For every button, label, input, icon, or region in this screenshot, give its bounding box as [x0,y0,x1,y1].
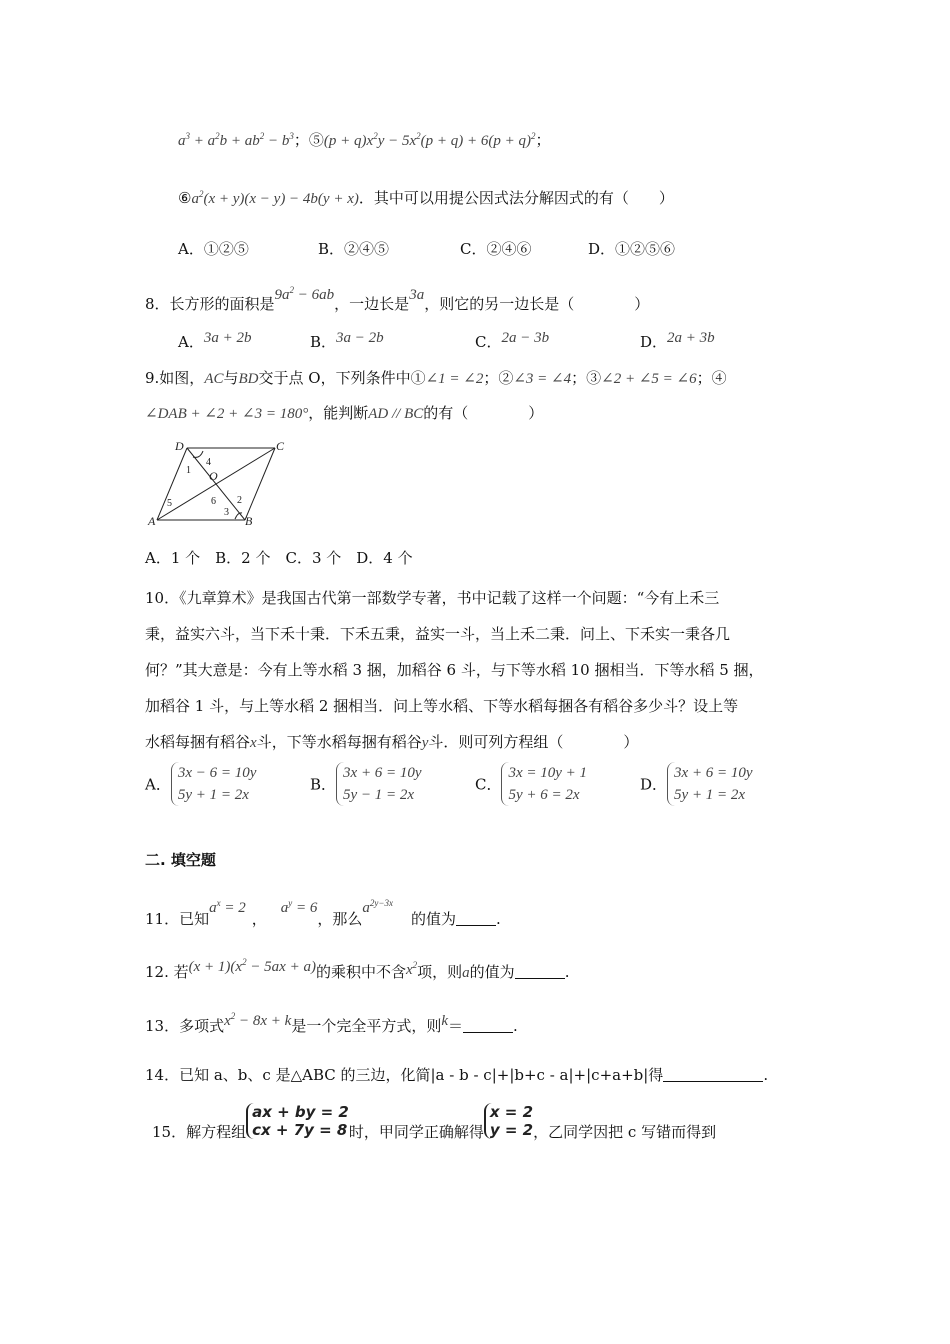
q8-area: $9a^2 - 6ab$ [274,285,335,303]
q10-line2: 秉，益实六斗，当下禾十秉．下禾五秉，益实一斗，当上禾二秉．问上、下禾实一秉各几 [145,625,731,643]
q8-side: 3a [409,287,425,303]
q9-parallelogram-figure [145,438,290,530]
q9-stem-line2: ∠DAB + ∠2 + ∠3 = 180°，能判断AD // BC的有（ ） [145,404,544,422]
q7-circle6: ⑥ [178,189,192,207]
q10-option-a: A． 3x − 6 = 10y 5y + 1 = 2x [145,762,256,806]
q10-option-d: D． 3x + 6 = 10y 5y + 1 = 2x [640,762,753,806]
label-a: A [148,514,156,528]
q14: 14．已知 a、b、c 是△ABC 的三边，化简|a - b - c|+|b+c - a|+|c+a+b|得 . [145,1066,769,1084]
svg-text:3: 3 [224,507,229,518]
q10-line5: 水稻每捆有稻谷x斗，下等水稻每捆有稻谷y斗．则可列方程组（ ） [145,733,639,751]
q7-line2 [178,188,674,209]
q7-expr6: $a^2(x + y)(x - y) - 4b(y + x)$ [191,189,359,207]
q8-stem [145,285,649,314]
q8-option-d: D．2a + 3b [640,330,715,351]
q12: 12. 若$(x + 1)(x^2 - 5ax + a)$的乘积中不含$x^2$项，则a的值为 . [145,957,570,981]
q10-option-b: B． 3x + 6 = 10y 5y − 1 = 2x [310,762,422,806]
q9-stem-line1: 9.如图，AC与BD交于点 O，下列条件中①∠1 = ∠2；②∠3 = ∠4；③∠2 + ∠5 = ∠6；④ [145,369,727,387]
q10-line4: 加稻谷 1 斗，与上等水稻 2 捆相当．问上等水稻、下等水稻每捆各有稻谷多少斗？设上等 [145,697,739,715]
q8-text1: 8．长方形的面积是 [145,295,275,313]
q10-line1: 10．《九章算术》是我国古代第一部数学专著，书中记载了这样一个问题：“今有上禾三 [145,589,720,607]
svg-text:1: 1 [186,465,191,476]
q8-text2: ，一边长是 [334,295,410,313]
q7-end: ； [535,131,551,149]
svg-text:6: 6 [211,496,216,507]
q7-line1 [178,130,551,151]
q8-option-a: A．3a + 2b [178,330,252,351]
q8-text3: ，则它的另一边长是（ ） [424,295,650,313]
q7-expr4: $a^3 + a^2b + ab^2 - b^3$ [178,131,294,149]
q7-question: ．其中可以用提公因式法分解因式的有（ ） [358,189,674,207]
svg-text:5: 5 [167,498,172,509]
q13: 13．多项式$x^2 - 8x + k$是一个完全平方式，则k＝ . [145,1011,518,1035]
q7-expr5: $(p + q)x^2y - 5x^2(p + q) + 6(p + q)^2$ [323,131,536,149]
section-title: 二. 填空题 [145,851,216,869]
q8-option-c: C．2a − 3b [475,330,550,351]
q7-option-c: C．②④⑥ [460,240,532,258]
label-o: O [209,469,218,483]
q10-line3: 何？”其大意是：今有上等水稻 3 捆，加稻谷 6 斗，与下等水稻 10 捆相当．下等水稻 5 捆， [145,661,764,679]
q7-sep: ； [293,131,309,149]
label-c: C [276,439,285,453]
label-d: D [175,439,184,453]
q7-circle5: ⑤ [308,131,324,149]
q8-option-b: B．3a − 2b [310,330,384,351]
svg-text:4: 4 [206,457,211,468]
q7-option-d: D．①②⑤⑥ [588,240,676,258]
q11: 11．已知$a^x = 2$，$a^y = 6$，那么$a^{2y-3x}$的值为 . [145,898,501,928]
label-b: B [245,514,253,528]
q9-options: A．1 个 B．2 个 C．3 个 D．4 个 [145,549,413,567]
q15: 15．解方程组 ax + by = 2 cx + 7y = 8 时，甲同学正确解得 x = 2 y = 2 ，乙同学因把 c 写错而得到 [152,1103,717,1141]
q7-option-b: B．②④⑤ [318,240,390,258]
q7-option-a: A．①②⑤ [178,240,249,258]
svg-text:2: 2 [237,495,242,506]
q10-option-c: C． 3x = 10y + 1 5y + 6 = 2x [475,762,587,806]
